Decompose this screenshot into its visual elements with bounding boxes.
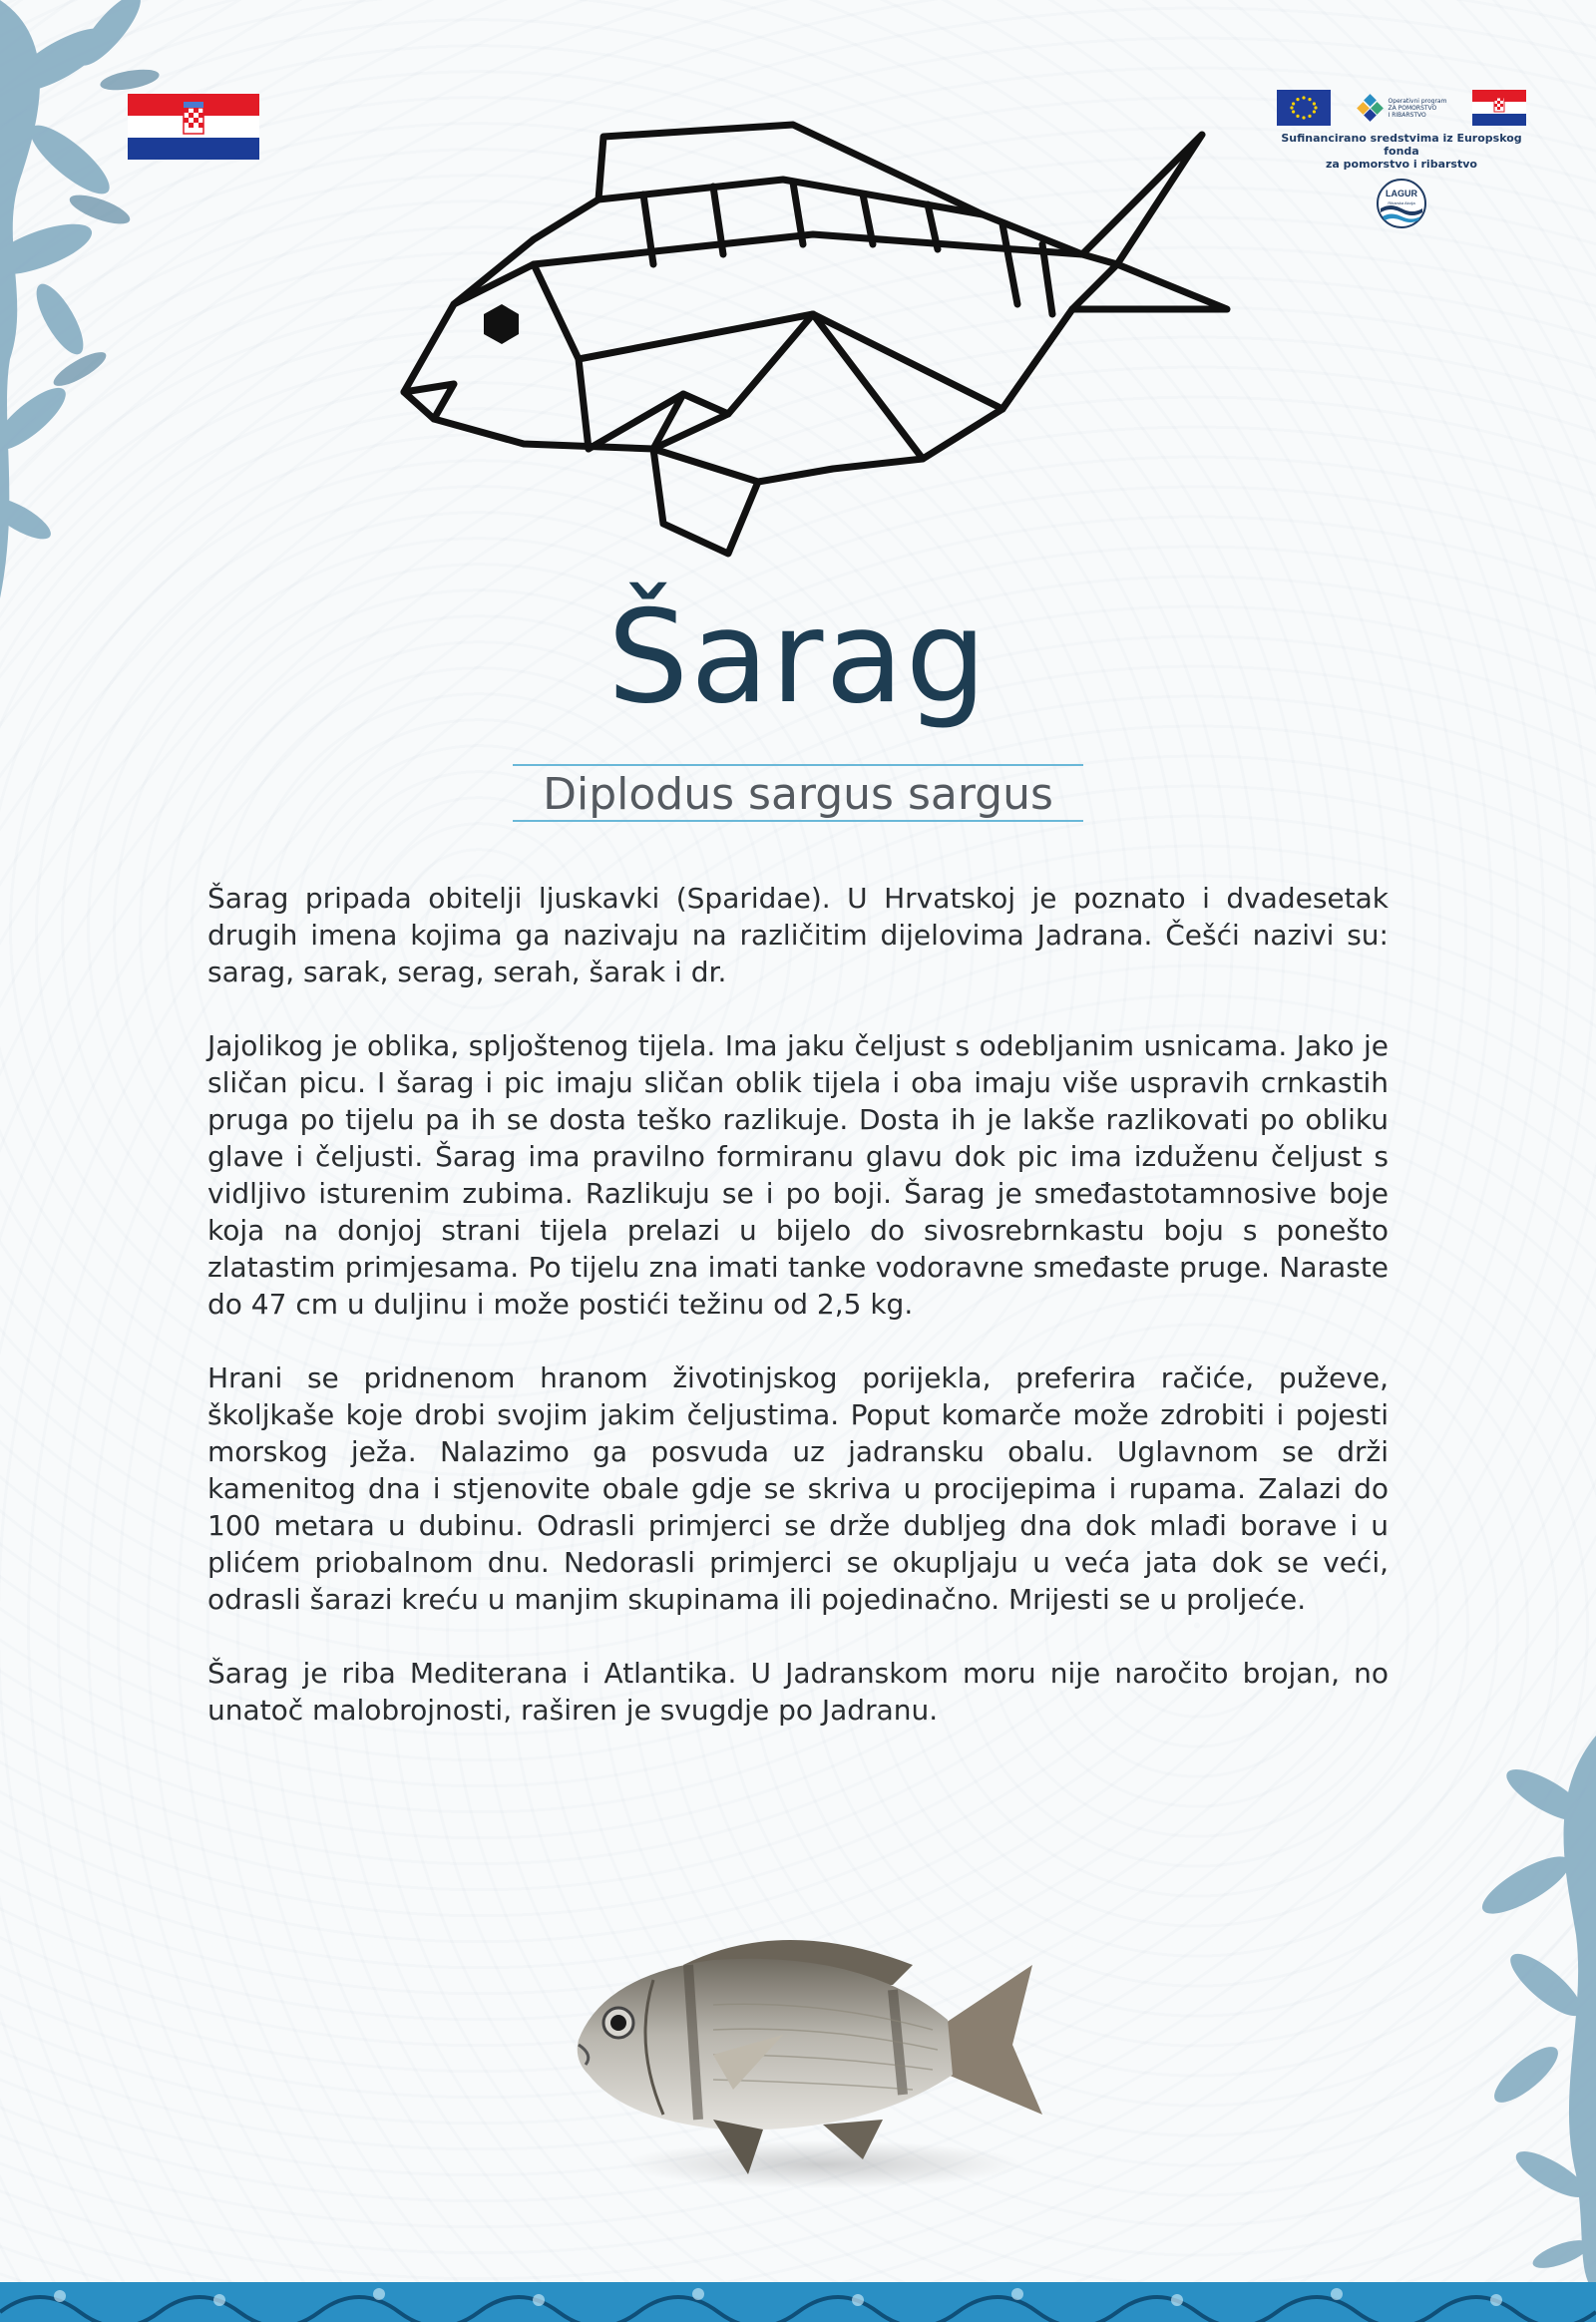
- paragraph-habitat: Hrani se pridnenom hranom životinjskog porijekla, preferira račiće, puževe, školjkaše koje drobi svojim jakim čeljustima. Poput komarče može zdrobiti i pojesti morskog ježa. Nalazimo ga posvuda uz jadransku obalu. Uglavnom se drži kamenitog dna i stjenovite obale gdje se skriva u procijepima i rupama. Zalazi do 100 metara u dubinu. Odrasli primjerci se drže dubljeg dna dok mlađi borave i u plićem priobalnom dnu. Nedorasli primjerci se okupljaju u veća jata dok se veći, odrasli šarazi kreću u manjim skupinama ili pojedinačno. Mrijesti se u proljeće.: [207, 1361, 1389, 1616]
- seaweed-bottom-right-icon: [1466, 1736, 1596, 2294]
- funding-caption-line2: za pomorstvo i ribarstvo: [1326, 158, 1477, 171]
- program-line2: ZA POMORSTVO: [1388, 104, 1437, 112]
- program-line3: I RIBARSTVO: [1388, 111, 1426, 119]
- funding-caption-line1: Sufinancirano sredstvima iz Europskog fonda: [1281, 132, 1522, 158]
- fish-eye-icon: [484, 304, 519, 344]
- program-diamond-icon: [1357, 94, 1385, 122]
- program-line1: Operativni program: [1388, 97, 1447, 105]
- scientific-name: Diplodus sargus sargus: [543, 769, 1053, 820]
- fish-lineart-icon: [384, 105, 1252, 583]
- funding-logos: [1277, 88, 1526, 232]
- seaweed-top-left-icon: [0, 0, 219, 618]
- page-title: Šarag: [607, 583, 989, 732]
- paragraph-appearance: Jajolikog je oblika, spljoštenog tijela. Ima jaku čeljust s odebljanim usnicama. Jako je sličan picu. I šarag i pic imaju sličan oblik tijela i oba imaju više uspravih crnkastih pruga po tijelu pa ih se dosta teško razlikuje. Dosta ih je lakše razlikovati po obliku glave i čeljusti. Šarag ima pravilno formiranu glavu dok pic ima izduženu čeljust s vidljivo isturenim zubima. Razlikuju se i po boji. Šarag je smeđastotamnosive boje koja na donjoj strani tijela prelazi u bijelo do sivosrebrnkastu boju s ponešto zlatastim primjesama. Po tijelu zna imati tanke vodoravne smeđaste pruge. Naraste do 47 cm u duljinu i može postići težinu od 2,5 kg.: [207, 1029, 1389, 1321]
- subtitle-top-rule: [513, 764, 1083, 766]
- lagur-line2: Ribarska Akcija: [1388, 200, 1415, 205]
- subtitle-bottom-rule: [513, 820, 1083, 822]
- footer-pattern-band: [0, 2282, 1596, 2322]
- croatian-flag-icon: [128, 94, 259, 160]
- lagur-line1: LAGUR: [1386, 189, 1417, 198]
- description: [207, 880, 1389, 1765]
- program-logo: [1357, 94, 1447, 122]
- croatian-flag-small-icon: [1472, 90, 1526, 126]
- paragraph-distribution: Šarag je riba Mediterana i Atlantika. U Jadranskom moru nije naročito brojan, no unatoč malobrojnosti, raširen je svugdje po Jadranu.: [207, 1657, 1389, 1727]
- lagur-logo-icon: [1377, 179, 1426, 228]
- scientific-name-block: [513, 764, 1083, 822]
- fish-photo: [564, 1905, 1052, 2204]
- eu-flag-icon: [1277, 90, 1331, 126]
- paragraph-family: Šarag pripada obitelji ljuskavki (Sparidae). U Hrvatskoj je poznato i dvadesetak drugih imena kojima ga nazivaju na različitim dijelovima Jadrana. Češći nazivi su: sarag, sarak, serag, serah, šarak i dr.: [207, 882, 1389, 988]
